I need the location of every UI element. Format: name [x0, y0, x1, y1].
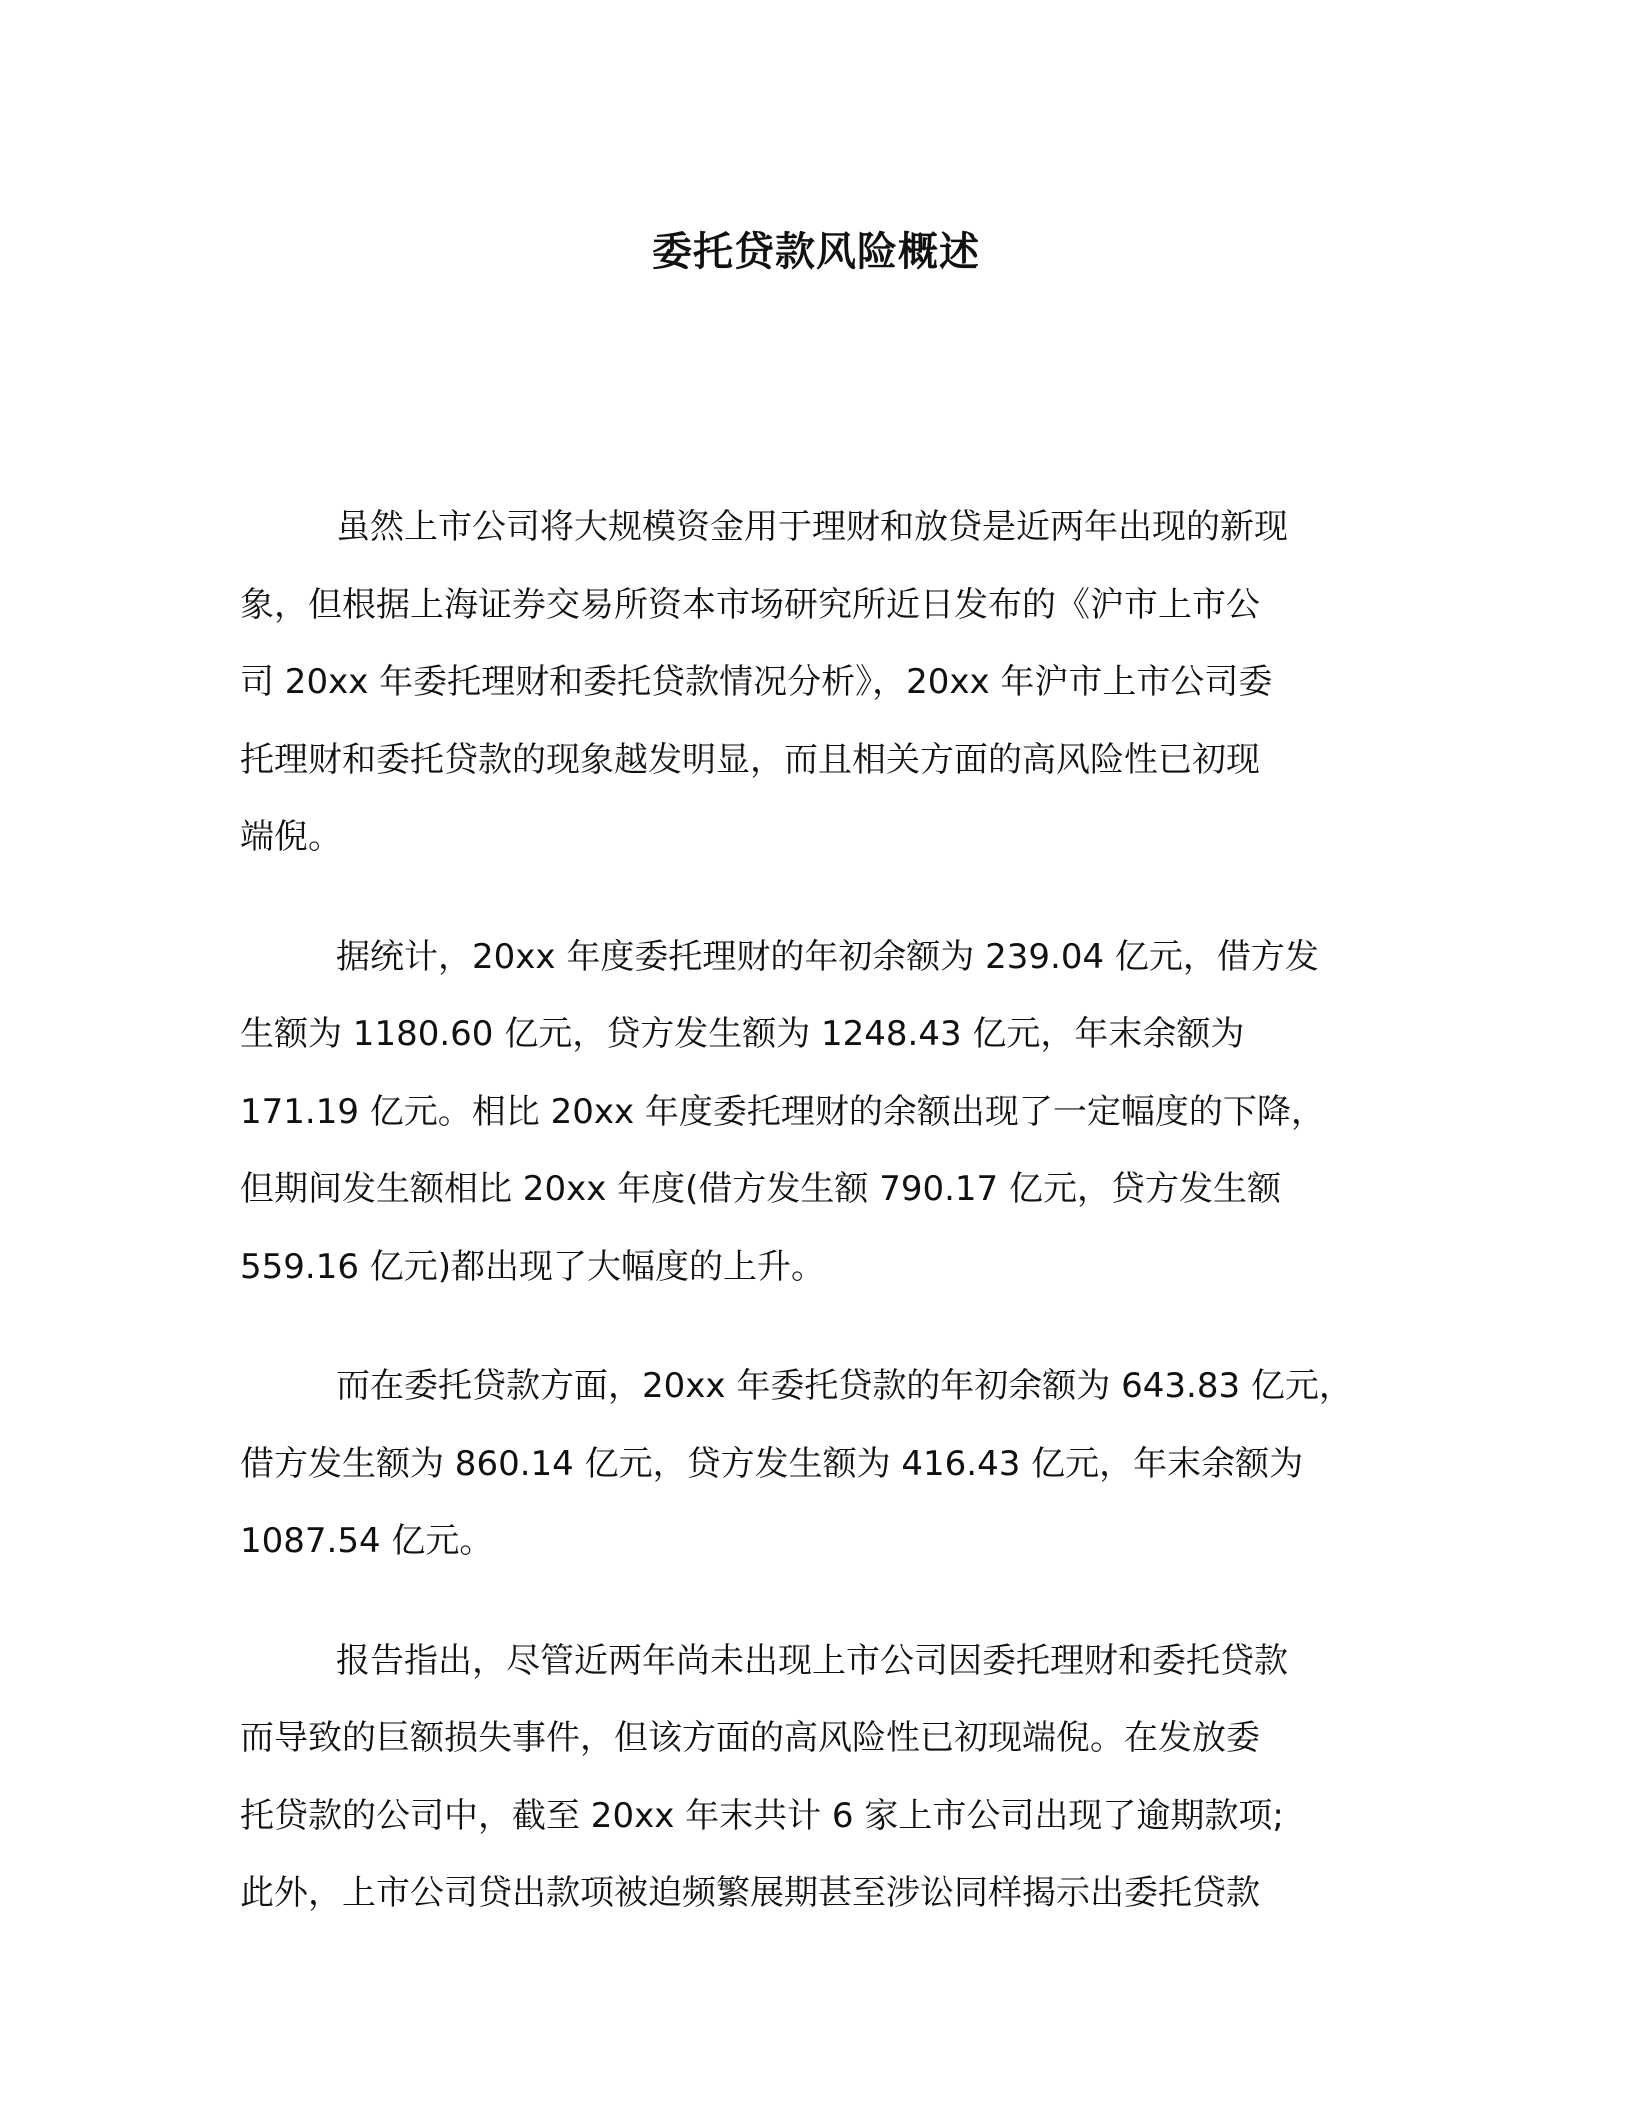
paragraph-4 — [240, 1623, 1406, 1933]
paragraph-3 — [240, 1348, 1406, 1581]
document-body — [240, 489, 1406, 1975]
paragraph-1 — [240, 489, 1406, 877]
paragraph-line: 托理财和委托贷款的现象越发明显，而且相关方面的高风险性已初现 — [240, 739, 1260, 780]
paragraph-line: 1087.54 亿元。 — [240, 1521, 494, 1561]
paragraph-line: 象，但根据上海证券交易所资本市场研究所近日发布的《沪市上市公 — [240, 584, 1260, 625]
paragraph-line: 虽然上市公司将大规模资金用于理财和放贷是近两年出现的新现 — [336, 507, 1288, 547]
paragraph-line: 司 20xx 年委托理财和委托贷款情况分析》，20xx 年沪市上市公司委 — [240, 662, 1273, 702]
document-title: 委托贷款风险概述 — [652, 229, 980, 275]
paragraph-2 — [240, 919, 1406, 1307]
paragraph-line: 托贷款的公司中，截至 20xx 年末共计 6 家上市公司出现了逾期款项; — [240, 1795, 1284, 1836]
paragraph-line: 据统计，20xx 年度委托理财的年初余额为 239.04 亿元，借方发 — [336, 936, 1319, 977]
paragraph-line: 报告指出，尽管近两年尚未出现上市公司因委托理财和委托贷款 — [336, 1640, 1288, 1681]
paragraph-line: 171.19 亿元。相比 20xx 年度委托理财的余额出现了一定幅度的下降， — [240, 1091, 1325, 1132]
paragraph-line: 但期间发生额相比 20xx 年度(借方发生额 790.17 亿元，贷方发生额 — [240, 1169, 1281, 1209]
paragraph-line: 此外，上市公司贷出款项被迫频繁展期甚至涉讼同样揭示出委托贷款 — [240, 1873, 1260, 1913]
paragraph-line: 而导致的巨额损失事件，但该方面的高风险性已初现端倪。在发放委 — [240, 1718, 1260, 1758]
paragraph-line: 借方发生额为 860.14 亿元，贷方发生额为 416.43 亿元，年末余额为 — [240, 1443, 1304, 1484]
paragraph-line: 端倪。 — [240, 817, 342, 857]
paragraph-line: 559.16 亿元)都出现了大幅度的上升。 — [240, 1246, 826, 1287]
paragraph-line: 而在委托贷款方面，20xx 年委托贷款的年初余额为 643.83 亿元， — [336, 1366, 1353, 1406]
paragraph-line: 生额为 1180.60 亿元，贷方发生额为 1248.43 亿元，年末余额为 — [240, 1014, 1245, 1054]
